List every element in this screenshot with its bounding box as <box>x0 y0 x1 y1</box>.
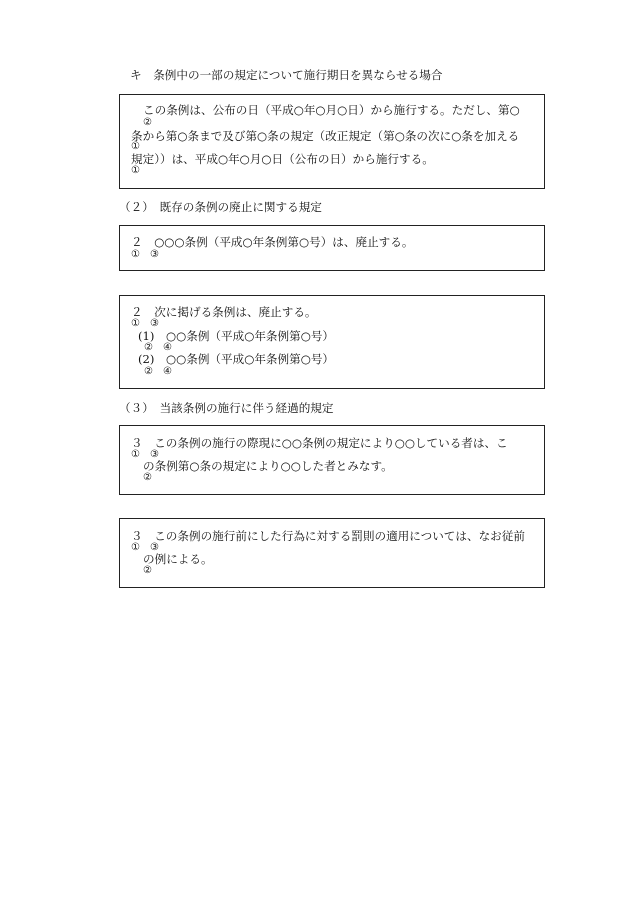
box5-line2: の例による。 <box>143 552 213 566</box>
box5-line1: ３ この条例の施行前にした行為に対する罰則の適用については、なお従前 <box>131 529 525 543</box>
box3-item2: (2) ○○条例（平成○年条例第○号） <box>138 352 335 366</box>
box3-line1: ２ 次に掲げる条例は、廃止する。 <box>131 305 317 319</box>
section-heading-ki: キ 条例中の一部の規定について施行期日を異ならせる場合 <box>130 68 443 82</box>
box2-marks: ① ③ <box>131 249 159 260</box>
box3-marks1: ① ③ <box>131 318 159 329</box>
section-heading-2: （２） 既存の条例の廃止に関する規定 <box>119 200 322 214</box>
box5-marks1: ① ③ <box>131 542 159 553</box>
box3-marks2: ② ④ <box>144 342 172 353</box>
box1-mark1: ② <box>143 117 152 128</box>
box4-line1: ３ この条例の施行の際現に○○条例の規定により○○している者は、こ <box>131 436 508 450</box>
box3-marks3: ② ④ <box>144 366 172 377</box>
box1-line2: 条から第○条まで及び第○条の規定（改正規定（第○条の次に○条を加える <box>131 129 520 143</box>
box1-line3: 規定））は、平成○年○月○日（公布の日）から施行する。 <box>131 152 434 166</box>
box3-item1: (1) ○○条例（平成○年条例第○号） <box>138 329 335 343</box>
section-heading-3: （３） 当該条例の施行に伴う経過的規定 <box>119 401 334 415</box>
box1-line1: この条例は、公布の日（平成○年○月○日）から施行する。ただし、第○ <box>143 103 520 117</box>
box5-mark2: ② <box>143 565 152 576</box>
box4-marks1: ① ③ <box>131 449 159 460</box>
box1-mark3: ① <box>131 165 140 176</box>
box1-mark2: ① <box>131 141 140 152</box>
box2-line1: ２ ○○○条例（平成○年条例第○号）は、廃止する。 <box>131 235 414 249</box>
box4-mark2: ② <box>143 472 152 483</box>
box4-line2: の条例第○条の規定により○○した者とみなす。 <box>143 459 393 473</box>
